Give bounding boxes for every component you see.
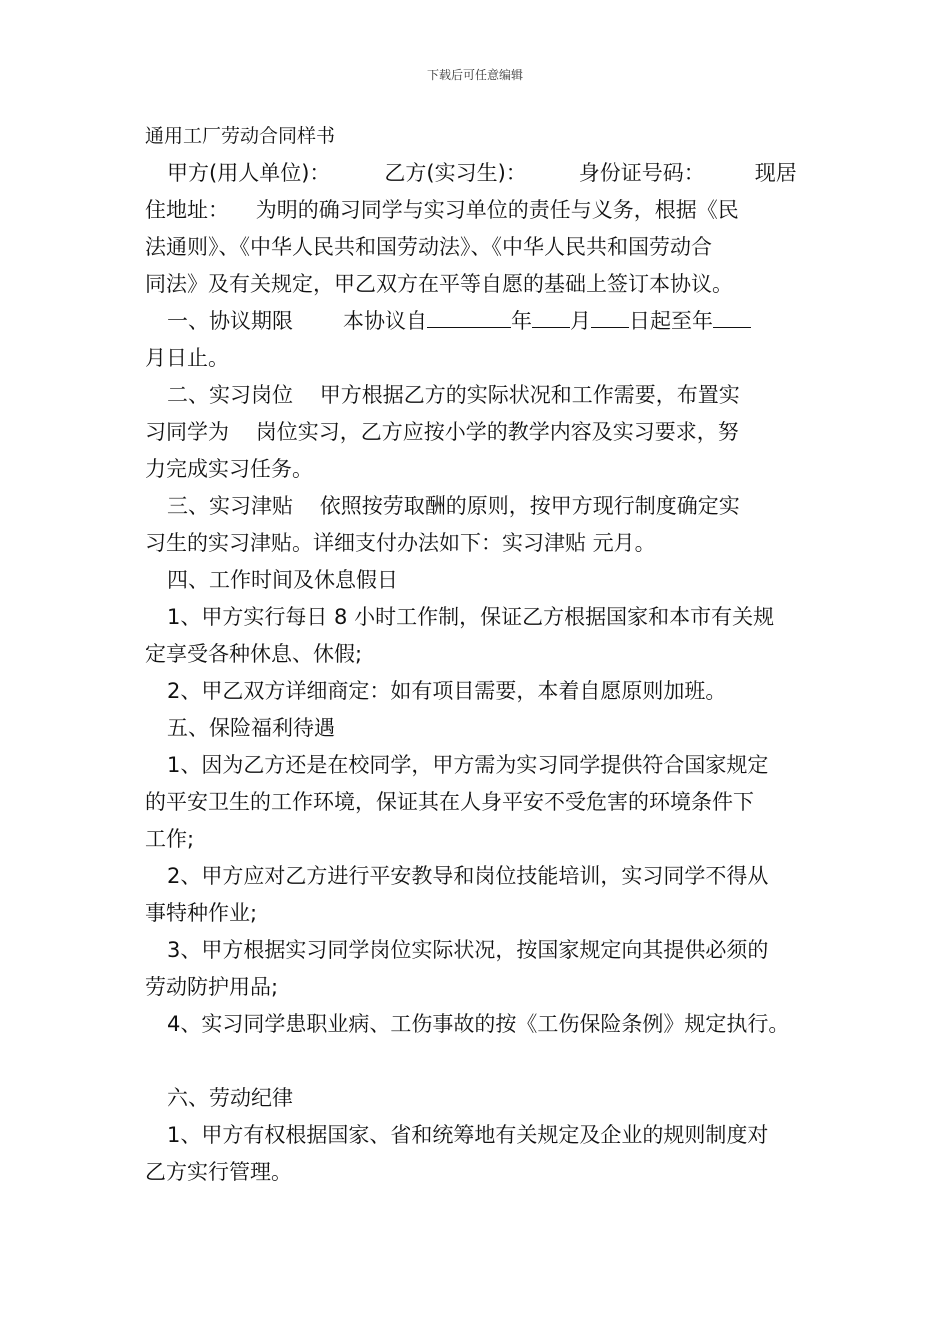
- section5-heading: 五、保险福利待遇: [167, 716, 335, 740]
- section1-line-2: 月日止。: [145, 346, 229, 370]
- section5-item3-line1: 3、甲方根据实习同学岗位实际状况，按国家规定向其提供必须的: [167, 938, 769, 962]
- section1-line-1: [145, 303, 810, 340]
- intro-line-1: 住地址： 为明的确习同学与实习单位的责任与义务，根据《民: [145, 198, 739, 222]
- section5-item2-line1: 2、甲方应对乙方进行平安教导和岗位技能培训，实习同学不得从: [167, 864, 769, 888]
- section4-item2: 2、甲乙双方详细商定：如有项目需要，本着自愿原则加班。: [167, 679, 727, 703]
- intro-line-3: 同法》及有关规定，甲乙双方在平等自愿的基础上签订本协议。: [145, 272, 733, 296]
- party-line: [145, 155, 810, 192]
- address-label-start: 现居: [754, 161, 797, 185]
- section2-line-2: 习同学为 岗位实习，乙方应按小学的教学内容及实习要求，努: [145, 420, 739, 444]
- section1-text: 本协议自: [343, 309, 427, 333]
- day-from-label: 日起至年: [629, 309, 713, 333]
- section2-line-1: 二、实习岗位 甲方根据乙方的实际状况和工作需要，布置实: [167, 383, 740, 407]
- section1-heading: 一、协议期限: [167, 309, 293, 333]
- end-year-blank[interactable]: [713, 305, 751, 328]
- year-label: 年: [511, 309, 532, 333]
- section4-heading: 四、工作时间及休息假日: [167, 568, 398, 592]
- section6-item1-line1: 1、甲方有权根据国家、省和统筹地有关规定及企业的规则制度对: [167, 1123, 769, 1147]
- year-blank[interactable]: [427, 305, 511, 328]
- section2-line-3: 力完成实习任务。: [145, 457, 313, 481]
- party-b-label: 乙方(实习生)：: [384, 161, 527, 185]
- document-title: 通用工厂劳动合同样书: [145, 125, 336, 147]
- section5-item1-line2: 的平安卫生的工作环境，保证其在人身平安不受危害的环境条件下: [145, 790, 754, 814]
- section5-item2-line2: 事特种作业;: [145, 901, 258, 925]
- section4-item1-line2: 定享受各种休息、休假;: [145, 642, 363, 666]
- section3-line-2: 习生的实习津贴。详细支付办法如下：实习津贴 元月。: [145, 531, 656, 555]
- section3-line-1: 三、实习津贴 依照按劳取酬的原则，按甲方现行制度确定实: [167, 494, 740, 518]
- intro-line-2: 法通则》、《中华人民共和国劳动法》、《中华人民共和国劳动合: [145, 235, 712, 259]
- document-body: [145, 118, 810, 1191]
- page-header: 下载后可任意编辑: [426, 68, 523, 82]
- month-blank[interactable]: [532, 305, 570, 328]
- section4-item1-line1: 1、甲方实行每日 8 小时工作制，保证乙方根据国家和本市有关规: [167, 605, 775, 629]
- section6-heading: 六、劳动纪律: [167, 1086, 293, 1110]
- blank-line: [145, 1043, 810, 1080]
- section6-item1-line2: 乙方实行管理。: [145, 1160, 292, 1184]
- month-label: 月: [570, 309, 591, 333]
- id-number-label: 身份证号码：: [578, 161, 705, 185]
- section5-item3-line2: 劳动防护用品;: [145, 975, 279, 999]
- day-blank[interactable]: [591, 305, 629, 328]
- section5-item4: 4、实习同学患职业病、工伤事故的按《工伤保险条例》规定执行。: [167, 1012, 790, 1036]
- section5-item1-line3: 工作;: [145, 827, 195, 851]
- party-a-label: 甲方(用人单位)：: [167, 161, 331, 185]
- section5-item1-line1: 1、因为乙方还是在校同学，甲方需为实习同学提供符合国家规定: [167, 753, 769, 777]
